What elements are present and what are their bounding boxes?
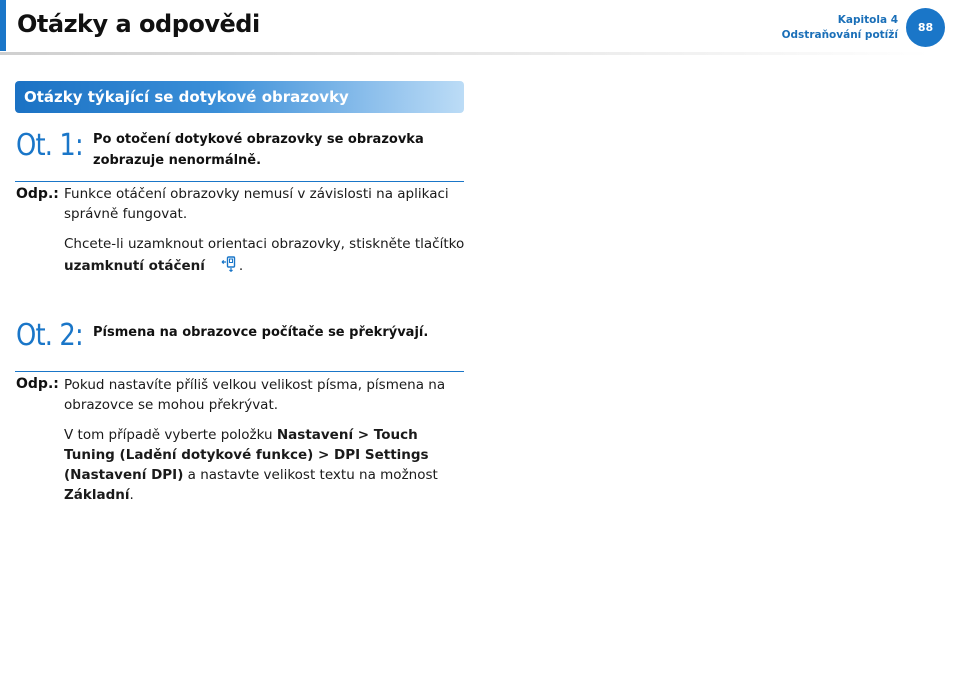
chapter-info [782, 13, 898, 43]
rotation-lock-button-label: uzamknutí otáčení [64, 258, 205, 274]
question-1-line-1: Po otočení dotykové obrazovky se obrazovka [93, 132, 424, 147]
question-1-label: Ot. 1: [16, 128, 83, 163]
header-divider [0, 52, 930, 55]
header-accent-bar [0, 0, 6, 51]
question-1-line-2: zobrazuje nenormálně. [93, 153, 262, 168]
answer-1-paragraph-2-end: . [238, 258, 244, 274]
question-1-divider [15, 181, 464, 182]
answer-1-label: Odp.: [16, 186, 59, 202]
answer-1-paragraph-1: Funkce otáčení obrazovky nemusí v závislosti na aplikaci správně fungovat. [64, 186, 449, 222]
chapter-subtitle: Odstraňování potíží [781, 29, 898, 41]
answer-2-paragraph-2 [64, 425, 465, 505]
question-2-text: Písmena na obrazovce počítače se překrývají. [93, 325, 429, 340]
answer-1-paragraph-2-text: Chcete-li uzamknout orientaci obrazovky, stiskněte tlačítko [64, 236, 465, 252]
answer-2-paragraph-2-end: . [129, 487, 134, 503]
answer-2-paragraph-2-mid: a nastavte velikost textu na možnost [183, 467, 438, 483]
chapter-label: Kapitola 4 [837, 14, 898, 26]
section-heading: Otázky týkající se dotykové obrazovky [15, 81, 464, 113]
basic-option: Základní [64, 487, 130, 503]
answer-1-paragraph-2 [64, 234, 465, 278]
rotation-lock-icon [221, 254, 239, 278]
settings-path: Nastavení > Touch Tuning (Ladění dotykové funkce) > DPI Settings (Nastavení DPI) [64, 427, 429, 483]
question-1-text [93, 129, 463, 171]
page-title: Otázky a odpovědi [17, 10, 260, 38]
answer-2-label: Odp.: [16, 376, 59, 392]
question-2-label: Ot. 2: [16, 318, 83, 353]
answer-2-paragraph-2-pre: V tom případě vyberte položku [64, 427, 277, 443]
question-2-divider [15, 371, 464, 372]
page-number-badge: 88 [906, 8, 945, 47]
answer-2-paragraph-1: Pokud nastavíte příliš velkou velikost písma, písmena na obrazovce se mohou překrývat. [64, 377, 446, 413]
